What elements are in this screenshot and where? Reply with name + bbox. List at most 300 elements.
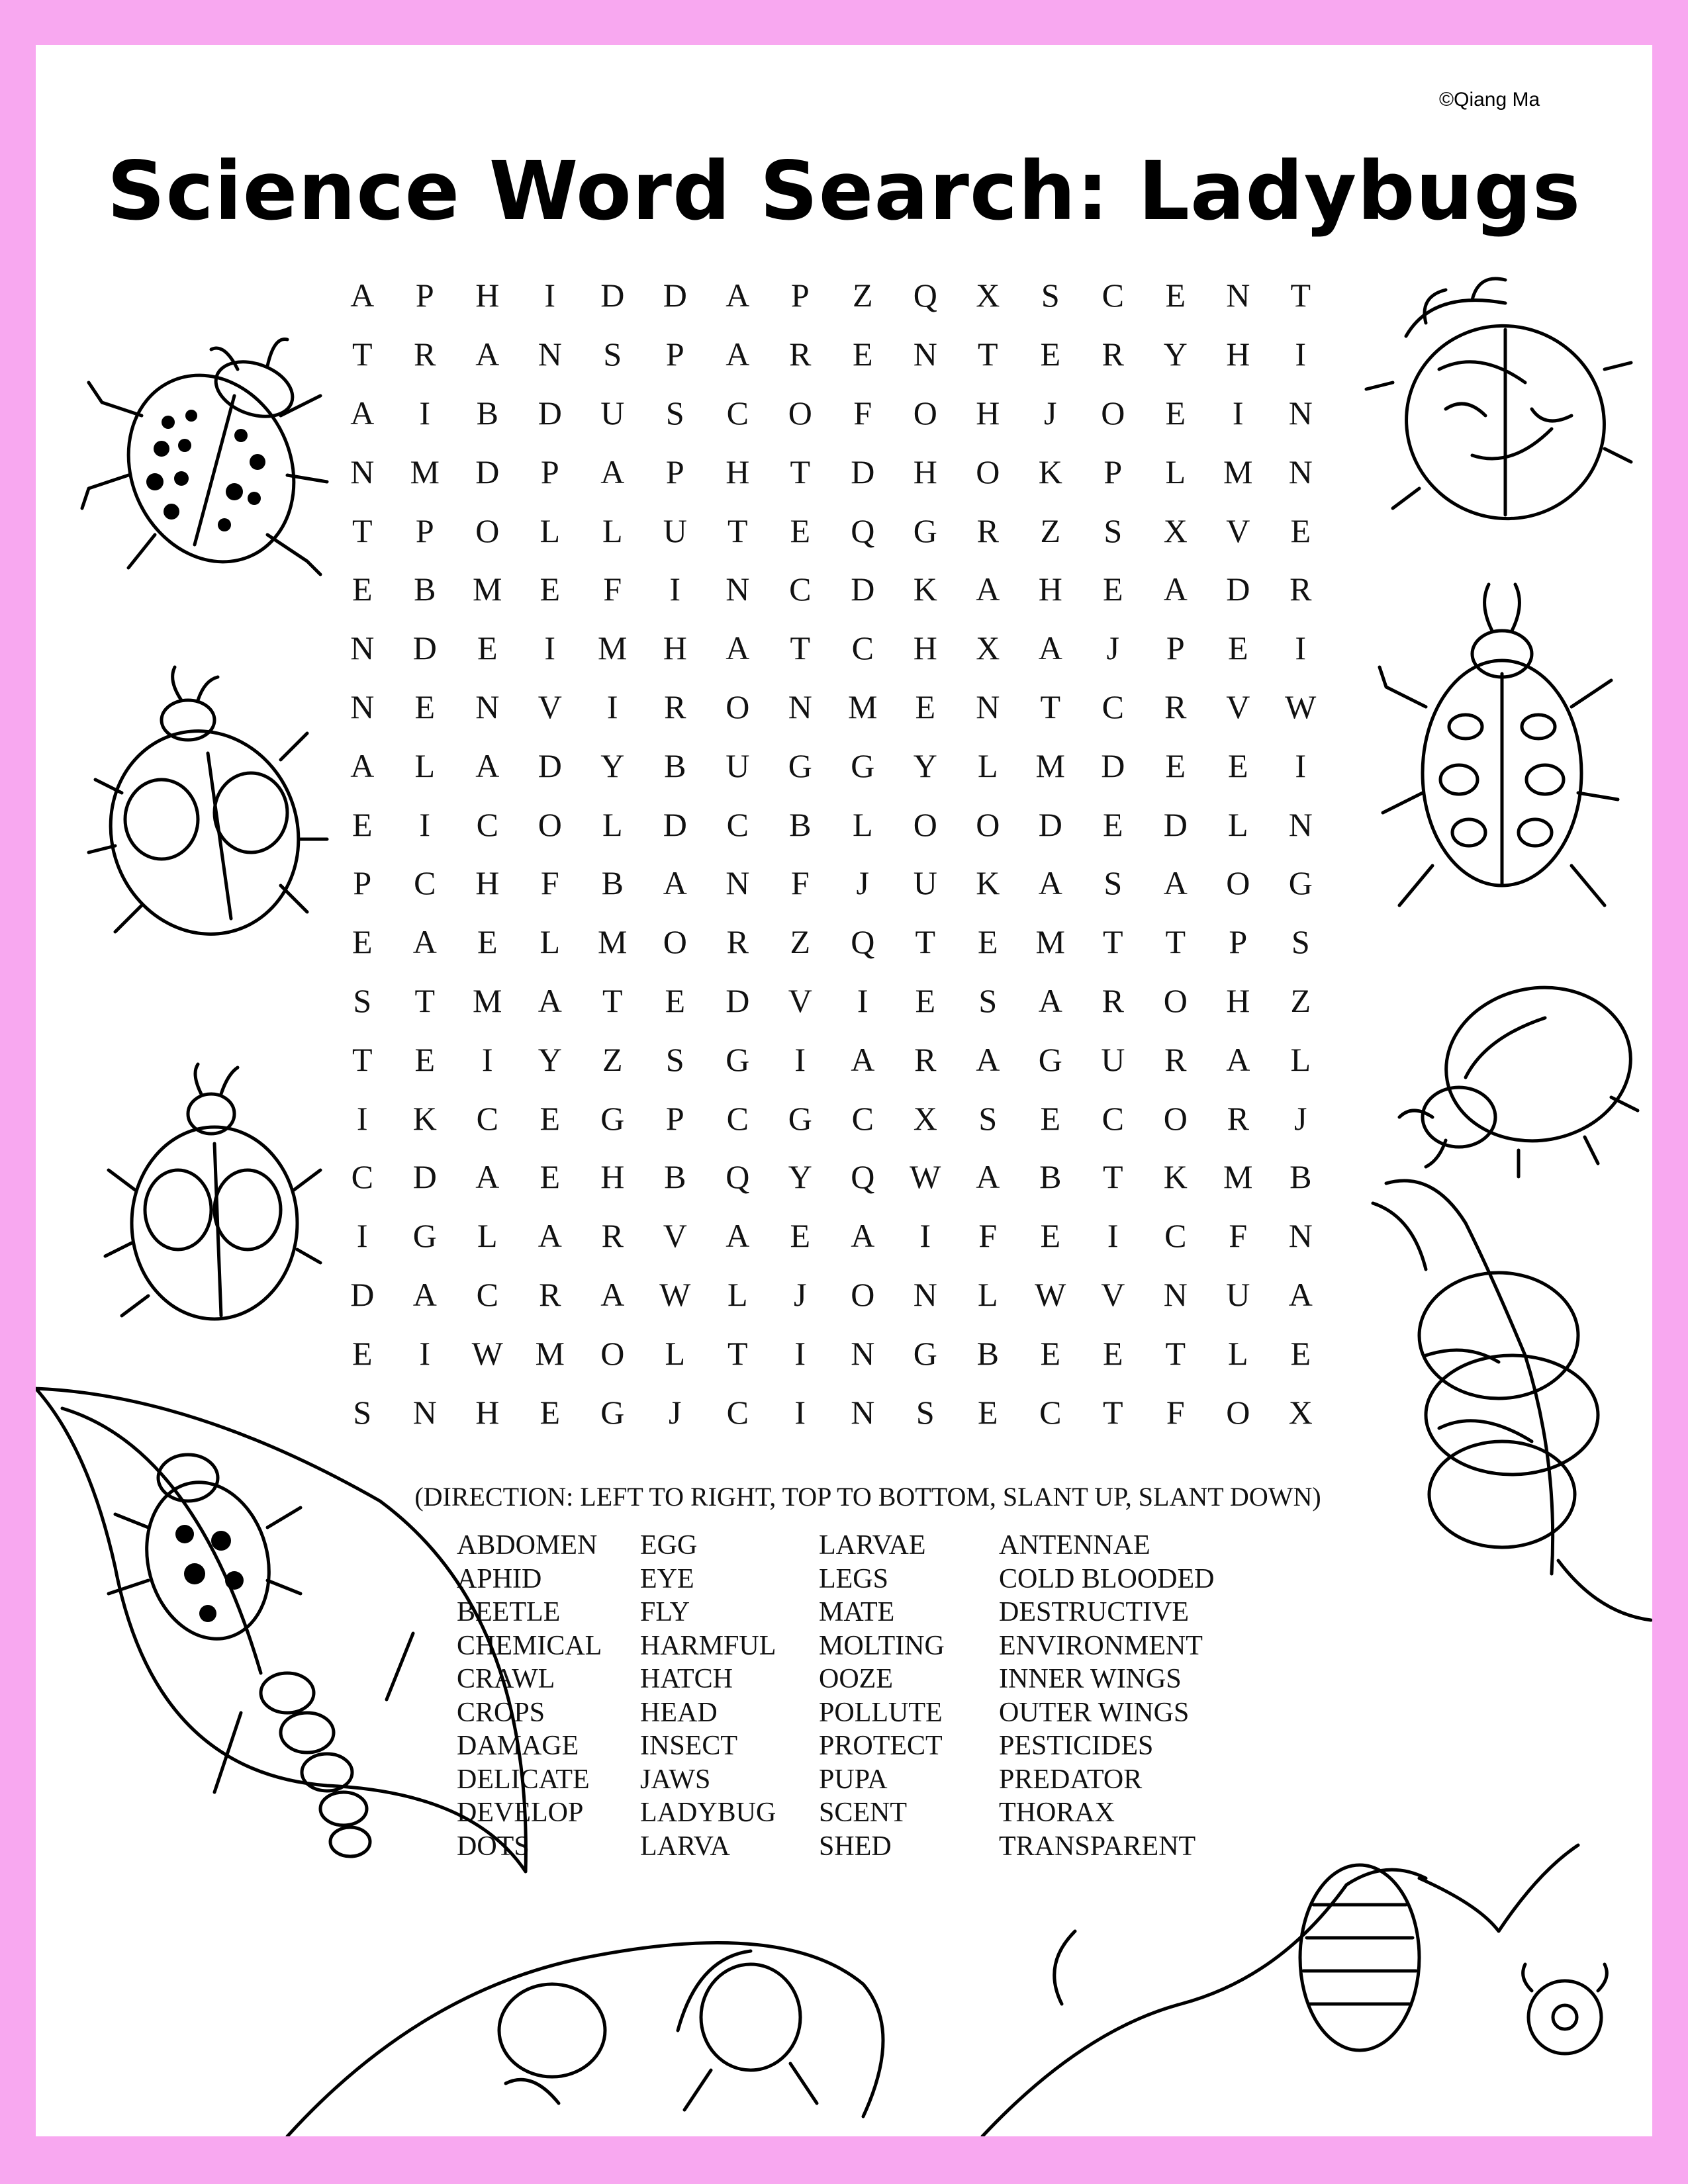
grid-letter: P — [415, 512, 434, 549]
word-item: LEGS — [819, 1563, 888, 1594]
grid-letter: T — [727, 1334, 748, 1372]
direction-note: (DIRECTION: LEFT TO RIGHT, TOP TO BOTTOM, SLANT UP, SLANT DOWN) — [414, 1482, 1321, 1512]
grid-letter: E — [1040, 1217, 1061, 1255]
grid-letter: J — [669, 1393, 682, 1431]
grid-letter: L — [1165, 453, 1186, 490]
word-item: THORAX — [999, 1797, 1115, 1828]
grid-letter: E — [1227, 747, 1248, 784]
grid-letter: P — [665, 453, 684, 490]
grid-letter: S — [1103, 864, 1123, 902]
grid-letter: N — [350, 688, 375, 725]
word-item: ABDOMEN — [457, 1530, 598, 1561]
grid-letter: O — [1163, 1099, 1188, 1137]
grid-letter: G — [1038, 1040, 1062, 1078]
page-title: Science Word Search: Ladybugs — [107, 144, 1581, 238]
word-column — [999, 1529, 1277, 1863]
grid-letter: S — [978, 1099, 998, 1137]
grid-letter: E — [790, 512, 811, 549]
grid-letter: B — [664, 747, 686, 784]
grid-letter: T — [1040, 688, 1061, 725]
grid-letter: E — [977, 1393, 998, 1431]
grid-letter: I — [1232, 394, 1244, 432]
grid-letter: F — [790, 864, 810, 902]
grid-letter: C — [726, 1099, 749, 1137]
grid-letter: E — [1165, 394, 1186, 432]
grid-letter: A — [412, 1275, 437, 1313]
grid-letter: G — [851, 747, 875, 784]
grid-letter: J — [1044, 394, 1057, 432]
grid-letter: Q — [851, 512, 875, 549]
grid-letter: L — [539, 512, 561, 549]
word-item: LADYBUG — [640, 1797, 776, 1828]
grid-letter: H — [913, 629, 937, 667]
grid-letter: E — [352, 805, 373, 843]
word-column — [640, 1529, 819, 1863]
grid-letter: D — [851, 570, 875, 608]
grid-letter: I — [419, 805, 431, 843]
word-item: ANTENNAE — [999, 1530, 1150, 1561]
grid-letter: E — [915, 981, 936, 1019]
grid-letter: A — [538, 981, 562, 1019]
grid-letter: X — [1288, 1393, 1313, 1431]
grid-letter: N — [913, 1275, 937, 1313]
grid-letter: Z — [1290, 981, 1311, 1019]
grid-letter: G — [726, 1040, 750, 1078]
grid-letter: E — [1290, 1334, 1311, 1372]
grid-letter: I — [857, 981, 868, 1019]
grid-letter: I — [1107, 1217, 1119, 1255]
grid-letter: Q — [726, 1158, 750, 1196]
grid-letter: C — [851, 1099, 874, 1137]
grid-letter: B — [664, 1158, 686, 1196]
grid-letter: C — [1164, 1217, 1187, 1255]
ladybug-icon — [82, 660, 334, 952]
grid-letter: H — [475, 1393, 500, 1431]
grid-letter: L — [477, 1217, 498, 1255]
grid-letter: P — [790, 277, 810, 314]
grid-letter: E — [539, 570, 561, 608]
grid-letter: R — [914, 1040, 937, 1078]
grid-letter: P — [1103, 453, 1123, 490]
grid-letter: T — [1290, 277, 1311, 314]
grid-letter: J — [856, 864, 869, 902]
grid-letter: W — [1285, 688, 1317, 725]
grid-letter: L — [665, 1334, 686, 1372]
grid-letter: X — [976, 629, 1000, 667]
grid-letter: E — [790, 1217, 811, 1255]
grid-letter: A — [1163, 570, 1188, 608]
grid-letter: D — [1101, 747, 1125, 784]
grid-letter: Y — [1163, 336, 1188, 373]
grid-letter: G — [600, 1393, 625, 1431]
grid-letter: N — [475, 688, 500, 725]
grid-letter: S — [603, 336, 622, 373]
grid-letter: F — [603, 570, 622, 608]
grid-letter: M — [410, 453, 440, 490]
grid-letter: I — [419, 394, 431, 432]
grid-letter: F — [1229, 1217, 1248, 1255]
grid-letter: L — [602, 805, 623, 843]
grid-letter: P — [415, 277, 434, 314]
grid-letter: V — [788, 981, 812, 1019]
grid-letter: T — [414, 981, 436, 1019]
grid-letter: Z — [1040, 512, 1061, 549]
word-item: SCENT — [819, 1797, 908, 1828]
pupa-icon — [982, 1832, 1644, 2136]
grid-letter: A — [976, 1040, 1000, 1078]
grid-letter: I — [544, 629, 556, 667]
grid-letter: I — [919, 1217, 931, 1255]
grid-letter: S — [1291, 923, 1310, 961]
word-item: PESTICIDES — [999, 1731, 1154, 1761]
grid-letter: M — [598, 923, 628, 961]
grid-letter: I — [356, 1099, 368, 1137]
grid-letter: E — [1165, 277, 1186, 314]
grid-letter: A — [1038, 864, 1062, 902]
grid-letter: A — [1163, 864, 1188, 902]
grid-letter: K — [1163, 1158, 1188, 1196]
grid-letter: O — [976, 805, 1000, 843]
grid-letter: H — [976, 394, 1000, 432]
grid-letter: O — [663, 923, 687, 961]
grid-letter: A — [726, 336, 750, 373]
word-item: HARMFUL — [640, 1630, 776, 1661]
grid-letter: S — [665, 394, 684, 432]
grid-letter: N — [1163, 1275, 1188, 1313]
grid-letter: K — [913, 570, 937, 608]
word-item: LARVA — [640, 1831, 730, 1862]
grid-letter: T — [1165, 1334, 1186, 1372]
grid-letter: N — [726, 570, 750, 608]
word-item: LARVAE — [819, 1530, 926, 1561]
grid-letter: L — [539, 923, 561, 961]
grid-letter: E — [352, 1334, 373, 1372]
grid-letter: O — [538, 805, 562, 843]
word-item: DAMAGE — [457, 1731, 579, 1761]
grid-letter: M — [848, 688, 878, 725]
word-item: DELICATE — [457, 1764, 590, 1795]
grid-letter: U — [663, 512, 687, 549]
word-item: INSECT — [640, 1731, 737, 1761]
grid-letter: U — [1101, 1040, 1125, 1078]
grid-letter: I — [794, 1393, 806, 1431]
grid-letter: O — [600, 1334, 625, 1372]
grid-letter: N — [976, 688, 1000, 725]
grid-letter: L — [852, 805, 873, 843]
grid-letter: E — [1040, 1334, 1061, 1372]
grid-letter: S — [915, 1393, 935, 1431]
grid-letter: D — [538, 747, 562, 784]
grid-letter: N — [350, 453, 375, 490]
grid-letter: D — [475, 453, 500, 490]
word-item: ENVIRONMENT — [999, 1630, 1203, 1661]
grid-letter: E — [1040, 1099, 1061, 1137]
grid-letter: A — [600, 453, 625, 490]
word-item: OUTER WINGS — [999, 1697, 1190, 1728]
grid-letter: O — [788, 394, 812, 432]
grid-letter: T — [352, 1040, 373, 1078]
grid-letter: I — [794, 1040, 806, 1078]
grid-letter: V — [1226, 688, 1250, 725]
grid-letter: A — [350, 747, 375, 784]
grid-letter: U — [1226, 1275, 1250, 1313]
grid-letter: T — [1102, 923, 1123, 961]
grid-letter: N — [851, 1393, 875, 1431]
grid-letter: V — [1101, 1275, 1125, 1313]
grid-letter: S — [1103, 512, 1123, 549]
grid-letter: T — [1102, 1158, 1123, 1196]
grid-letter: Y — [788, 1158, 812, 1196]
grid-letter: B — [1039, 1158, 1062, 1196]
grid-letter: A — [475, 336, 500, 373]
grid-letter: Q — [913, 277, 937, 314]
grid-letter: Z — [602, 1040, 623, 1078]
grid-letter: E — [852, 336, 873, 373]
grid-letter: H — [475, 864, 500, 902]
grid-letter: D — [1226, 570, 1250, 608]
grid-letter: O — [913, 805, 937, 843]
grid-letter: E — [1227, 629, 1248, 667]
grid-letter: C — [476, 805, 498, 843]
grid-letter: S — [353, 1393, 372, 1431]
grid-letter: K — [1038, 453, 1062, 490]
grid-letter: C — [726, 1393, 749, 1431]
grid-letter: V — [1226, 512, 1250, 549]
grid-letter: S — [978, 981, 998, 1019]
grid-letter: A — [726, 277, 750, 314]
grid-letter: B — [1289, 1158, 1312, 1196]
grid-letter: H — [663, 629, 687, 667]
grid-letter: P — [665, 1099, 684, 1137]
grid-letter: A — [1226, 1040, 1250, 1078]
grid-letter: M — [1035, 747, 1065, 784]
word-item: SHED — [819, 1831, 892, 1862]
ladybug-icon — [1360, 574, 1638, 945]
grid-letter: X — [913, 1099, 937, 1137]
grid-letter: G — [600, 1099, 625, 1137]
grid-letter: B — [789, 805, 812, 843]
grid-letter: B — [601, 864, 624, 902]
word-item: TRANSPARENT — [999, 1831, 1196, 1862]
grid-letter: N — [350, 629, 375, 667]
grid-letter: O — [913, 394, 937, 432]
grid-letter: F — [1166, 1393, 1185, 1431]
grid-letter: T — [977, 336, 998, 373]
grid-letter: L — [977, 747, 998, 784]
grid-letter: G — [913, 512, 937, 549]
ladybug-icon — [1353, 250, 1644, 541]
word-item: PREDATOR — [999, 1764, 1143, 1795]
grid-letter: J — [794, 1275, 807, 1313]
grid-letter: F — [540, 864, 559, 902]
grid-letter: O — [976, 453, 1000, 490]
grid-letter: I — [606, 688, 618, 725]
grid-letter: D — [600, 277, 625, 314]
word-item: PROTECT — [819, 1731, 943, 1761]
grid-letter: H — [726, 453, 750, 490]
grid-letter: I — [1295, 747, 1307, 784]
grid-letter: C — [726, 805, 749, 843]
word-item: DOTS — [457, 1831, 530, 1862]
grid-letter: A — [475, 1158, 500, 1196]
word-item: OOZE — [819, 1664, 893, 1694]
grid-letter: A — [663, 864, 687, 902]
grid-letter: T — [727, 512, 748, 549]
grid-letter: J — [1294, 1099, 1307, 1137]
grid-letter: R — [1102, 981, 1124, 1019]
grid-letter: R — [1102, 336, 1124, 373]
word-item: FLY — [640, 1597, 690, 1627]
grid-letter: O — [1101, 394, 1125, 432]
grid-letter: C — [1039, 1393, 1062, 1431]
grid-letter: D — [412, 1158, 437, 1196]
word-item: DEVELOP — [457, 1797, 584, 1828]
grid-letter: P — [1166, 629, 1185, 667]
word-item: EYE — [640, 1563, 694, 1594]
grid-letter: C — [476, 1099, 498, 1137]
grid-letter: P — [353, 864, 372, 902]
grid-letter: S — [353, 981, 372, 1019]
grid-letter: E — [665, 981, 686, 1019]
grid-letter: R — [414, 336, 436, 373]
word-item: CROPS — [457, 1697, 545, 1728]
grid-letter: T — [1102, 1393, 1123, 1431]
grid-letter: T — [352, 336, 373, 373]
grid-letter: M — [598, 629, 628, 667]
grid-letter: A — [1038, 981, 1062, 1019]
worksheet-page — [36, 45, 1652, 2136]
larva-icon — [1346, 1163, 1651, 1640]
grid-letter: U — [726, 747, 750, 784]
grid-letter: A — [600, 1275, 625, 1313]
grid-letter: E — [1290, 512, 1311, 549]
word-item: COLD BLOODED — [999, 1563, 1215, 1594]
grid-letter: Q — [851, 1158, 875, 1196]
grid-letter: E — [477, 923, 498, 961]
grid-letter: V — [663, 1217, 687, 1255]
grid-letter: M — [1223, 453, 1253, 490]
grid-letter: A — [475, 747, 500, 784]
grid-letter: H — [600, 1158, 625, 1196]
grid-letter: R — [789, 336, 812, 373]
grid-letter: C — [789, 570, 812, 608]
grid-letter: I — [356, 1217, 368, 1255]
grid-letter: K — [976, 864, 1000, 902]
grid-letter: B — [976, 1334, 999, 1372]
grid-letter: S — [1041, 277, 1060, 314]
grid-letter: E — [414, 688, 436, 725]
grid-letter: O — [851, 1275, 875, 1313]
grid-letter: H — [475, 277, 500, 314]
grid-letter: Y — [538, 1040, 562, 1078]
grid-letter: P — [540, 453, 559, 490]
grid-letter: I — [544, 277, 556, 314]
grid-letter: N — [412, 1393, 437, 1431]
grid-letter: B — [476, 394, 498, 432]
grid-letter: T — [790, 629, 811, 667]
word-item: HATCH — [640, 1664, 733, 1694]
leaf-icon — [287, 1885, 982, 2136]
grid-letter: E — [1102, 805, 1123, 843]
grid-letter: E — [1102, 570, 1123, 608]
grid-letter: V — [538, 688, 562, 725]
word-item: DESTRUCTIVE — [999, 1597, 1189, 1627]
grid-letter: I — [1295, 629, 1307, 667]
grid-letter: G — [788, 1099, 812, 1137]
grid-letter: I — [481, 1040, 493, 1078]
word-item: POLLUTE — [819, 1697, 943, 1728]
grid-letter: X — [1163, 512, 1188, 549]
grid-letter: P — [1229, 923, 1248, 961]
grid-letter: A — [976, 570, 1000, 608]
grid-letter: N — [1288, 1217, 1313, 1255]
grid-letter: O — [1226, 864, 1250, 902]
grid-letter: C — [351, 1158, 373, 1196]
grid-letter: A — [350, 394, 375, 432]
grid-letter: A — [350, 277, 375, 314]
word-item: MATE — [819, 1597, 895, 1627]
grid-letter: A — [412, 923, 437, 961]
grid-letter: R — [976, 512, 999, 549]
grid-letter: J — [1106, 629, 1119, 667]
grid-letter: E — [977, 923, 998, 961]
grid-letter: C — [726, 394, 749, 432]
grid-letter: N — [788, 688, 812, 725]
grid-letter: N — [1288, 805, 1313, 843]
grid-letter: R — [539, 1275, 561, 1313]
grid-letter: Z — [790, 923, 811, 961]
grid-letter: E — [352, 923, 373, 961]
grid-letter: R — [1164, 1040, 1187, 1078]
grid-letter: F — [978, 1217, 998, 1255]
grid-letter: L — [414, 747, 436, 784]
grid-letter: L — [1290, 1040, 1311, 1078]
grid-letter: B — [414, 570, 436, 608]
grid-letter: C — [1102, 688, 1124, 725]
grid-letter: T — [602, 981, 623, 1019]
grid-letter: Z — [852, 277, 873, 314]
grid-letter: O — [1163, 981, 1188, 1019]
word-column — [819, 1529, 999, 1863]
word-item: CHEMICAL — [457, 1630, 602, 1661]
grid-letter: E — [539, 1099, 561, 1137]
grid-letter: C — [1102, 1099, 1124, 1137]
grid-letter: I — [669, 570, 681, 608]
grid-letter: C — [476, 1275, 498, 1313]
grid-letter: Y — [600, 747, 625, 784]
grid-letter: T — [790, 453, 811, 490]
grid-letter: M — [473, 981, 502, 1019]
grid-letter: M — [535, 1334, 565, 1372]
grid-letter: O — [1226, 1393, 1250, 1431]
grid-letter: A — [726, 1217, 750, 1255]
grid-letter: D — [1038, 805, 1062, 843]
grid-letter: G — [1288, 864, 1313, 902]
grid-letter: G — [788, 747, 812, 784]
grid-letter: E — [1165, 747, 1186, 784]
grid-letter: Y — [913, 747, 937, 784]
leaf-icon — [36, 1342, 539, 1938]
grid-letter: K — [412, 1099, 437, 1137]
grid-letter: M — [1223, 1158, 1253, 1196]
grid-letter: R — [726, 923, 749, 961]
grid-letter: W — [910, 1158, 941, 1196]
grid-letter: E — [414, 1040, 436, 1078]
grid-letter: N — [538, 336, 562, 373]
grid-letter: E — [1040, 336, 1061, 373]
grid-letter: D — [663, 805, 687, 843]
grid-letter: W — [1035, 1275, 1066, 1313]
